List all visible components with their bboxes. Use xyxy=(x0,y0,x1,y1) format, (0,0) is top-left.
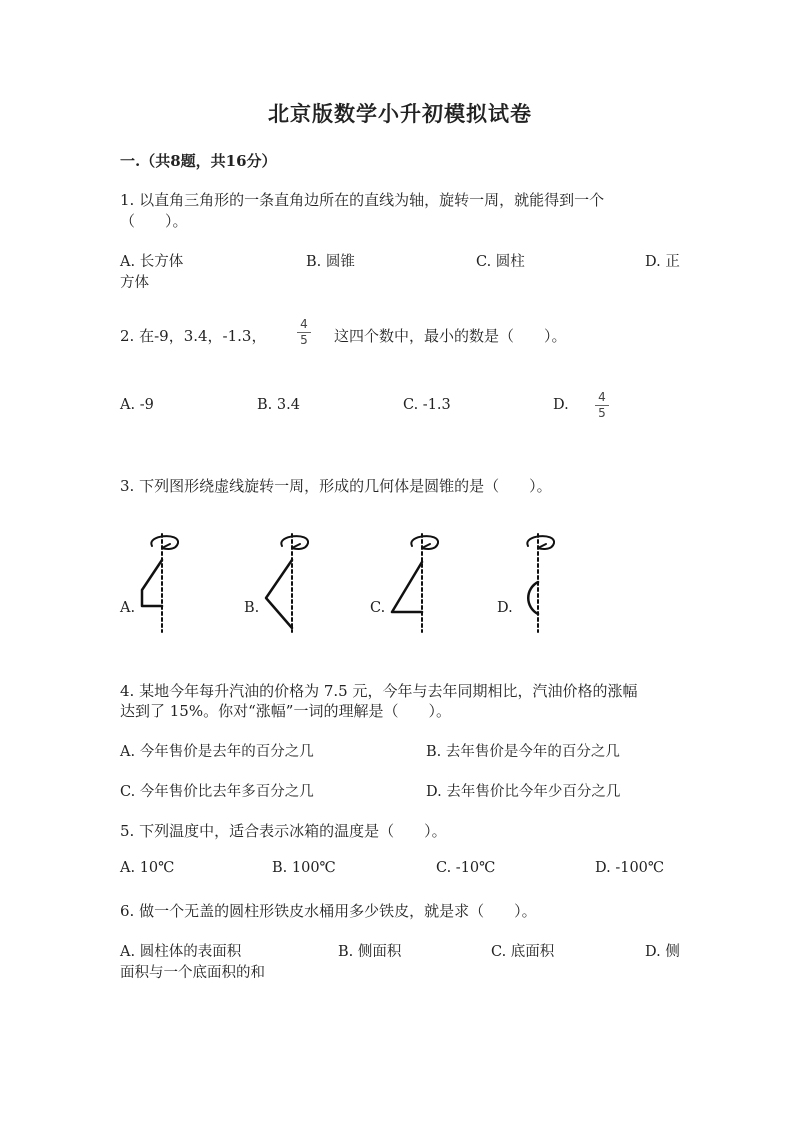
question-4-option-d[interactable]: D. 去年售价比今年少百分之几 xyxy=(426,784,621,800)
question-4-option-a[interactable]: A. 今年售价是去年的百分之几 xyxy=(120,744,314,760)
question-3-option-c[interactable]: C. xyxy=(370,600,386,616)
question-1-stem-line2: （ ）。 xyxy=(120,212,188,230)
fraction-numerator: 4 xyxy=(300,317,308,331)
question-2-option-b[interactable]: B. 3.4 xyxy=(257,397,300,413)
question-4-stem-line1: 4. 某地今年每升汽油的价格为 7.5 元，今年与去年同期相比，汽油价格的涨幅 xyxy=(120,682,638,700)
page-title: 北京版数学小升初模拟试卷 xyxy=(268,101,532,126)
question-5-stem: 5. 下列温度中，适合表示冰箱的温度是（ ）。 xyxy=(120,822,447,840)
question-2-option-d[interactable]: D. xyxy=(553,397,569,413)
question-5-option-a[interactable]: A. 10℃ xyxy=(120,860,175,876)
question-3-option-a[interactable]: A. xyxy=(120,600,136,616)
question-6-stem: 6. 做一个无盖的圆柱形铁皮水桶用多少铁皮，就是求（ ）。 xyxy=(120,902,537,920)
question-6-option-d-cont[interactable]: 面积与一个底面积的和 xyxy=(120,965,265,981)
question-4-option-c[interactable]: C. 今年售价比去年多百分之几 xyxy=(120,784,314,800)
figure-d-semicircle-on-axis xyxy=(527,534,554,632)
section-heading: 一.（共8题，共16分） xyxy=(120,152,277,170)
question-4-option-b[interactable]: B. 去年售价是今年的百分之几 xyxy=(426,744,620,760)
question-3-option-b[interactable]: B. xyxy=(244,600,260,616)
question-5-option-c[interactable]: C. -10℃ xyxy=(436,860,496,876)
question-5-option-d[interactable]: D. -100℃ xyxy=(595,860,665,876)
question-2-stem-before: 2. 在-9，3.4，-1.3， xyxy=(120,327,267,345)
question-3-stem: 3. 下列图形绕虚线旋转一周，形成的几何体是圆锥的是（ ）。 xyxy=(120,477,552,495)
figure-c-right-triangle-leg-on-axis xyxy=(392,534,438,632)
question-4-stem-line2: 达到了 15%。你对“涨幅”一词的理解是（ ）。 xyxy=(120,702,451,720)
question-3-option-d[interactable]: D. xyxy=(497,600,513,616)
question-2-option-a[interactable]: A. -9 xyxy=(120,397,154,413)
question-1-option-d-cont[interactable]: 方体 xyxy=(120,275,149,291)
question-6-option-b[interactable]: B. 侧面积 xyxy=(338,944,402,960)
fraction-denominator: 5 xyxy=(598,406,606,420)
question-1-option-d[interactable]: D. 正 xyxy=(645,254,680,270)
question-6-option-c[interactable]: C. 底面积 xyxy=(491,944,555,960)
fraction-numerator: 4 xyxy=(598,390,606,404)
question-1-option-a[interactable]: A. 长方体 xyxy=(120,254,184,270)
figure-a-right-triangle-on-axis xyxy=(142,534,178,632)
question-2-option-c[interactable]: C. -1.3 xyxy=(403,397,451,413)
question-1-option-c[interactable]: C. 圆柱 xyxy=(476,254,525,270)
question-1-option-b[interactable]: B. 圆锥 xyxy=(306,254,355,270)
question-5-option-b[interactable]: B. 100℃ xyxy=(272,860,336,876)
question-1-stem-line1: 1. 以直角三角形的一条直角边所在的直线为轴，旋转一周，就能得到一个 xyxy=(120,191,605,209)
figure-b-triangle-vertex-on-axis xyxy=(266,534,308,632)
question-2-stem-after: 这四个数中，最小的数是（ ）。 xyxy=(334,327,567,345)
question-6-option-a[interactable]: A. 圆柱体的表面积 xyxy=(120,944,242,960)
fraction-denominator: 5 xyxy=(300,333,308,347)
question-6-option-d[interactable]: D. 侧 xyxy=(645,944,680,960)
